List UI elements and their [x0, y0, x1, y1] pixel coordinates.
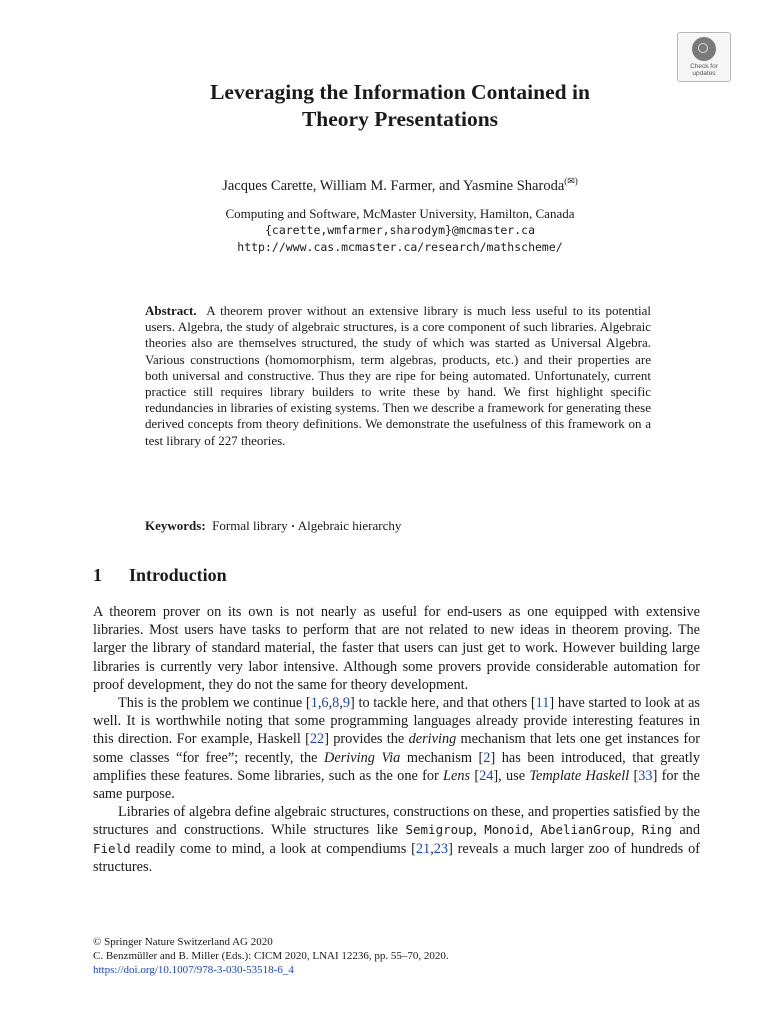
- title-line-1: Leveraging the Information Contained in: [210, 80, 590, 104]
- code-term: Monoid: [484, 822, 530, 838]
- affiliation: [100, 205, 700, 256]
- author-names: Jacques Carette, William M. Farmer, and Yasmine Sharoda: [222, 178, 565, 194]
- paragraph-2: This is the problem we continue [1,6,8,9] to tackle here, and that others [11] have started to look at as well. It is worthwhile noting that some programming languages already provide interesting features in this direction. For example, Haskell [22] provides the deriving mechanism that lets one get instances for some classes “for free”; recently, the Deriving Via mechanism [2] has been introduced, that greatly amplifies these features. Some libraries, such as the one for Lens [24], use Template Haskell [33] for the same purpose.: [93, 695, 701, 803]
- author-emails[interactable]: {carette,wmfarmer,sharodym}@mcmaster.ca: [264, 223, 536, 237]
- section-number: 1: [93, 565, 102, 585]
- emphasis: Template Haskell: [529, 767, 630, 784]
- keyword-2: Algebraic hierarchy: [297, 518, 402, 533]
- citation-link[interactable]: 23: [433, 840, 449, 857]
- doi-link[interactable]: https://doi.org/10.1007/978-3-030-53518-6_4: [93, 964, 294, 976]
- section-heading: [93, 563, 227, 587]
- proceedings-citation: C. Benzmüller and B. Miller (Eds.): CICM 2020, LNAI 12236, pp. 55–70, 2020.: [93, 950, 449, 962]
- check-for-updates-badge[interactable]: [677, 32, 731, 82]
- abstract: [145, 303, 651, 449]
- paper-title: [100, 79, 700, 133]
- section-body: [93, 603, 700, 876]
- keywords-label: Keywords:: [145, 518, 206, 533]
- citation-link[interactable]: 11: [535, 695, 550, 712]
- citation-link[interactable]: 8: [332, 695, 340, 712]
- emphasis: deriving: [408, 731, 457, 748]
- keyword-separator: ·: [290, 518, 296, 533]
- institution: Computing and Software, McMaster University, Hamilton, Canada: [225, 206, 575, 221]
- copyright-footer: [93, 935, 700, 977]
- abstract-text: A theorem prover without an extensive library is much less useful to its potential users. Algebra, the study of algebraic structures, is a core component of such libraries. Algebraic theories also are themselves structured, the study of which was started as Universal Algebra. Various constructions (homomorphism, term algebras, products, etc.) and their properties are both universal and constructive. Thus they are ripe for being automated. Unfortunately, current practice still requires library builders to write these by hand. We first highlight specific redundancies in libraries of existing systems. Then we describe a framework for generating these derived concepts from theory definitions. We demonstrate the usefulness of this framework on a test library of 227 theories.: [145, 303, 651, 448]
- emphasis: Deriving Via: [324, 749, 401, 766]
- abstract-label: Abstract.: [145, 303, 197, 318]
- paragraph-3: Libraries of algebra define algebraic structures, constructions on these, and properties satisfied by the structures and constructions. While structures like Semigroup, Monoid, AbelianGroup, Ring and Field readily come to mind, a look at compendiums [21,23] reveals a much larger zoo of hundreds of structures.: [93, 804, 700, 875]
- emphasis: Lens: [443, 767, 471, 784]
- citation-link[interactable]: 24: [479, 767, 494, 784]
- citation-link[interactable]: 2: [483, 749, 491, 766]
- code-term: AbelianGroup: [540, 822, 631, 838]
- citation-link[interactable]: 1: [310, 695, 318, 712]
- citation-link[interactable]: 21: [415, 840, 431, 857]
- citation-link[interactable]: 22: [309, 731, 325, 748]
- citation-link[interactable]: 33: [638, 767, 653, 784]
- section-title: Introduction: [129, 565, 227, 585]
- code-term: Semigroup: [405, 822, 474, 838]
- keywords: [145, 518, 651, 534]
- corresponding-author-mark: (✉): [564, 176, 578, 186]
- keyword-1: Formal library: [212, 518, 288, 533]
- code-term: Field: [93, 840, 131, 856]
- paragraph-1: A theorem prover on its own is not nearly as useful for end-users as one equipped with extensive libraries. Most users have tasks to perform that are not related to new ideas in theorem proving. The larger the library of standard material, the faster that users can just get to work. However building large libraries is currently very labor intensive. Although some provers provide considerable automation for proof development, they do not the same for theory development.: [93, 604, 700, 693]
- project-url[interactable]: http://www.cas.mcmaster.ca/research/mathscheme/: [237, 240, 563, 254]
- citation-link[interactable]: 6: [321, 695, 329, 712]
- crossmark-icon: [692, 37, 716, 61]
- copyright-line: © Springer Nature Switzerland AG 2020: [93, 936, 273, 948]
- authors: [100, 172, 700, 196]
- badge-label: Check for updates: [690, 63, 718, 77]
- citation-link[interactable]: 9: [342, 695, 351, 712]
- title-line-2: Theory Presentations: [301, 107, 499, 131]
- code-term: Ring: [641, 822, 672, 838]
